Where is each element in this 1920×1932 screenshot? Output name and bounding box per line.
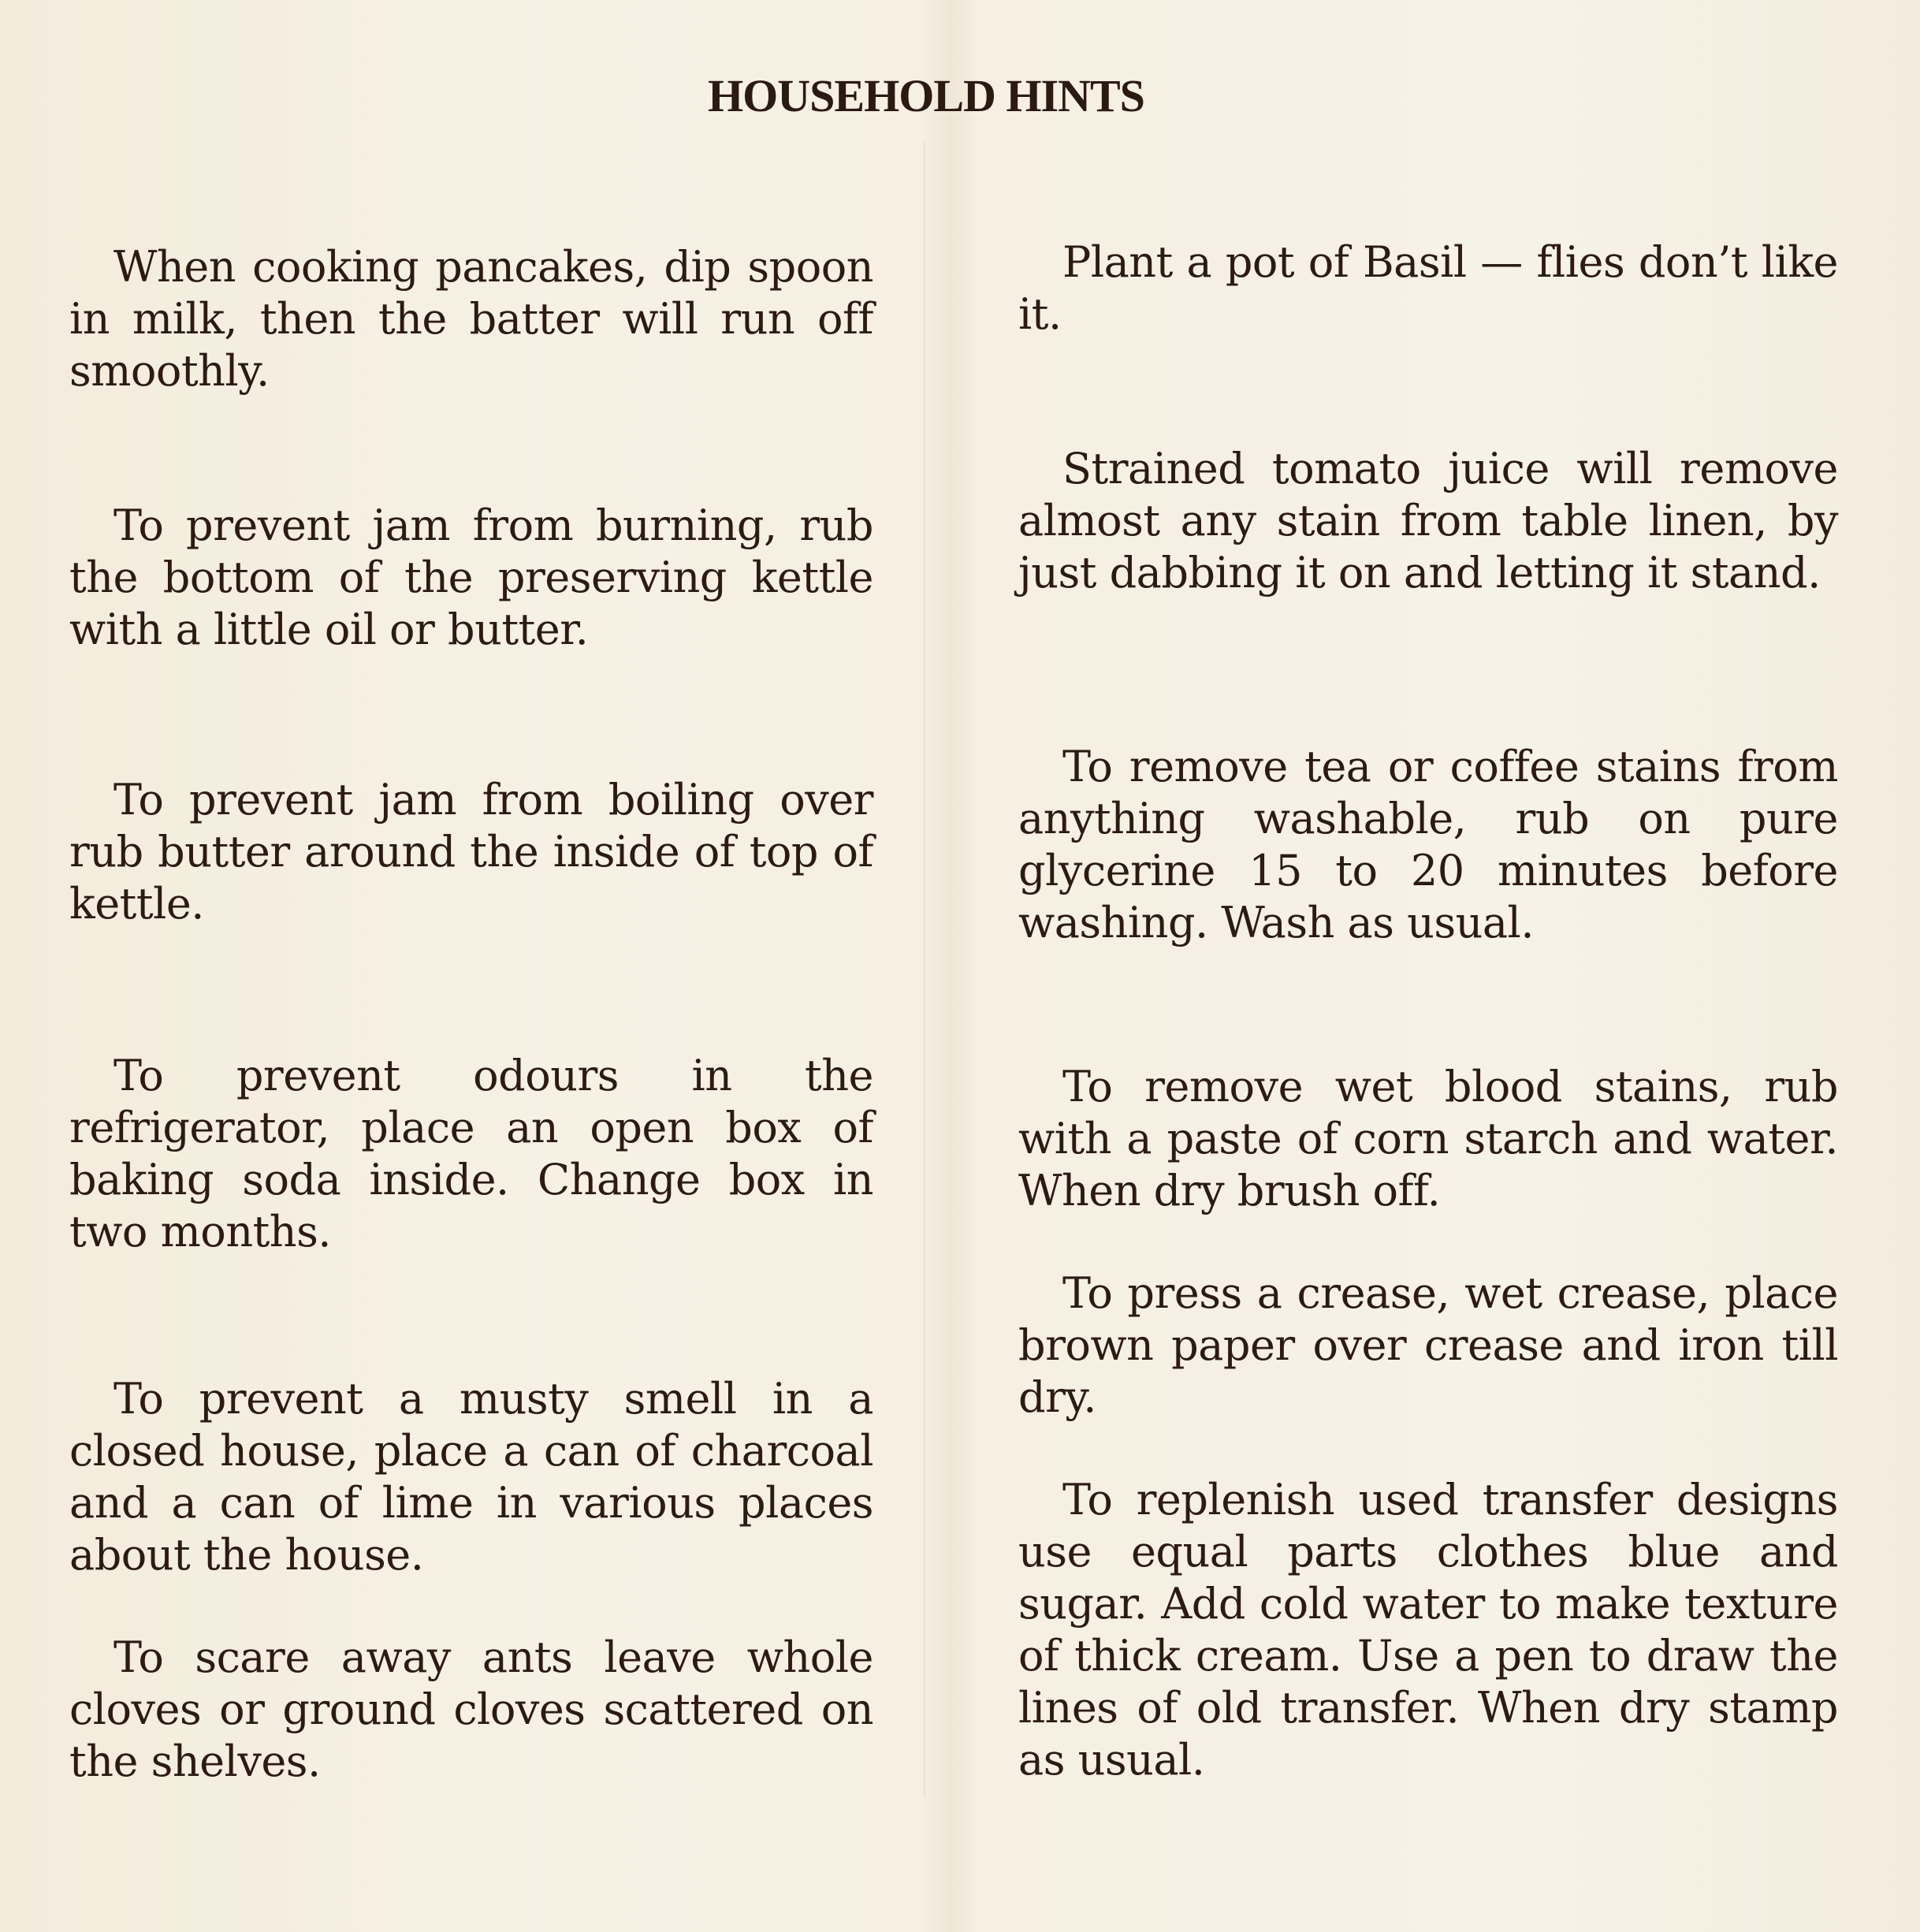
hint-basil-flies: Plant a pot of Basil — flies don’t like it.	[1018, 237, 1838, 339]
hint-ants: To scare away ants leave whole cloves or ground cloves scattered on the shelves.	[69, 1632, 873, 1786]
hint-jam-boiling: To prevent jam from boiling over rub butter around the inside of top of kettle.	[69, 775, 873, 929]
hint-pancakes: When cooking pancakes, dip spoon in milk, then the batter will run off smoothly.	[69, 242, 873, 396]
page-gutter-divider	[924, 142, 925, 1797]
hint-tomato-juice: Strained tomato juice will remove almost any stain from table linen, by just dabbing it on and letting it stand.	[1018, 444, 1838, 597]
hint-musty-smell: To prevent a musty smell in a closed house, place a can of charcoal and a can of lime in various places about the house.	[69, 1374, 873, 1580]
hint-refrigerator-odours: To prevent odours in the refrigerator, place an open box of baking soda inside. Change box in two months.	[69, 1051, 873, 1256]
hint-jam-burning: To prevent jam from burning, rub the bottom of the preserving kettle with a little oil or butter.	[69, 501, 873, 654]
hint-transfer-designs: To replenish used transfer designs use equal parts clothes blue and sugar. Add cold water to make texture of thick cream. Use a pen to draw the lines of old transfer. When dry stamp as usual.	[1018, 1475, 1838, 1785]
page-title: HOUSEHOLD HINTS	[708, 70, 1144, 121]
hint-press-crease: To press a crease, wet crease, place brown paper over crease and iron till dry.	[1018, 1268, 1838, 1422]
hint-blood-stains: To remove wet blood stains, rub with a paste of corn starch and water. When dry brush off.	[1018, 1062, 1838, 1215]
hint-tea-coffee-stains: To remove tea or coffee stains from anything washable, rub on pure glycerine 15 to 20 minutes before washing. Wash as usual.	[1018, 742, 1838, 947]
